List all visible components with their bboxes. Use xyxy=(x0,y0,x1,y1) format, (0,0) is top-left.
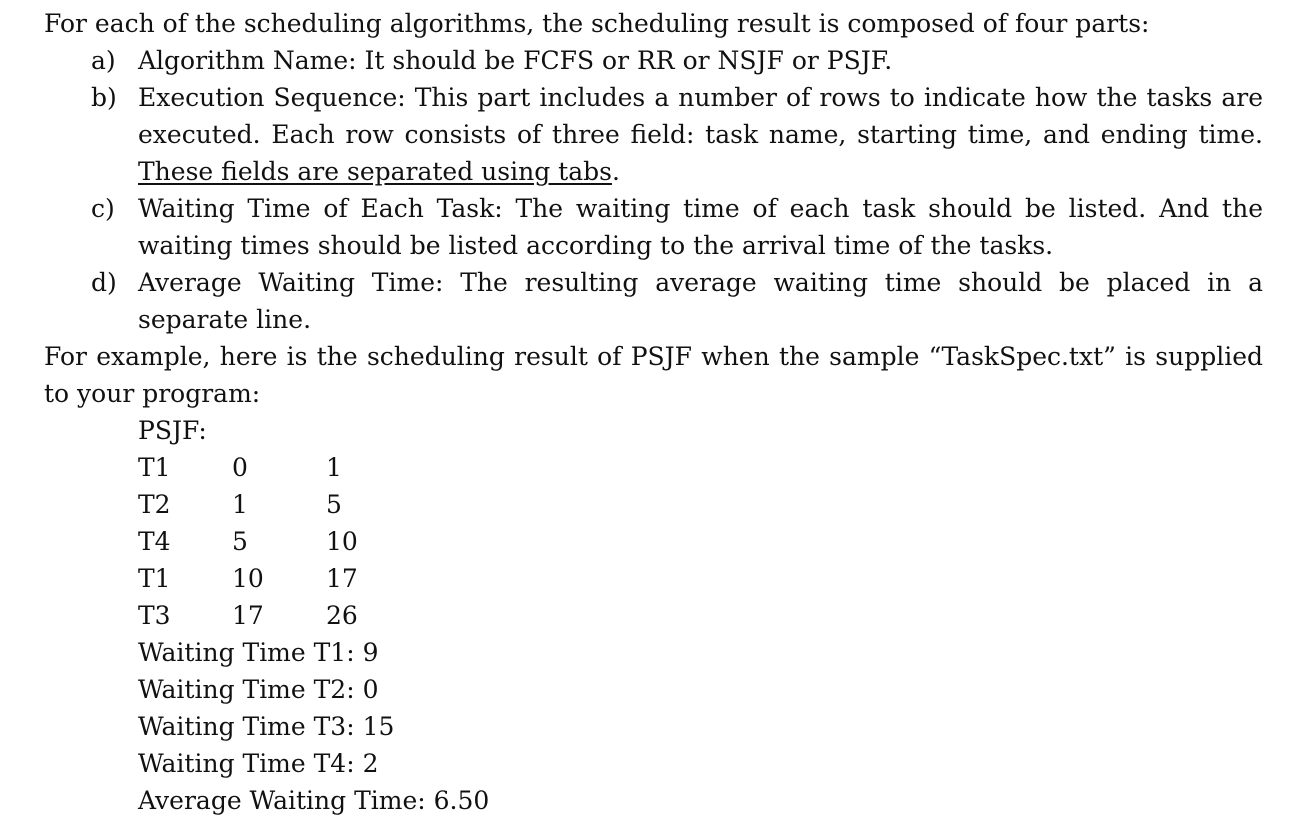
result-parts-list xyxy=(44,42,1263,338)
table-row xyxy=(138,486,1263,523)
intro-paragraph: For each of the scheduling algorithms, the scheduling result is composed of four parts: xyxy=(44,9,1150,38)
list-item-text: Average Waiting Time: The resulting average waiting time should be placed in a separate line. xyxy=(138,268,1263,334)
list-item-text: Waiting Time of Each Task: The waiting time of each task should be listed. And the waiting times should be listed according to the arrival time of the tasks. xyxy=(138,194,1263,260)
waiting-time-line: Waiting Time T1: 9 xyxy=(138,638,379,667)
list-marker: c) xyxy=(91,194,115,223)
task-name: T1 xyxy=(138,453,171,482)
table-row xyxy=(138,597,1263,634)
task-name: T2 xyxy=(138,490,171,519)
list-item-c xyxy=(91,190,1263,264)
average-waiting-time: Average Waiting Time: 6.50 xyxy=(138,786,490,815)
list-marker: b) xyxy=(91,83,117,112)
task-name: T4 xyxy=(138,527,171,556)
waiting-time-line: Waiting Time T2: 0 xyxy=(138,675,379,704)
list-item-a xyxy=(91,42,1263,79)
list-item-text: Execution Sequence: This part includes a number of rows to indicate how the tasks are executed. Each row consists of three field: task name, starting time, and ending time. xyxy=(138,83,1263,149)
task-name: T3 xyxy=(138,601,171,630)
start-time: 5 xyxy=(232,527,248,556)
list-marker: a) xyxy=(91,46,116,75)
underlined-note: These fields are separated using tabs xyxy=(138,157,612,186)
list-item-b xyxy=(91,79,1263,190)
sample-output xyxy=(138,412,1263,819)
waiting-time-line: Waiting Time T4: 2 xyxy=(138,749,379,778)
end-time: 1 xyxy=(326,453,342,482)
start-time: 10 xyxy=(232,564,264,593)
table-row xyxy=(138,449,1263,486)
example-intro-paragraph: For example, here is the scheduling result of PSJF when the sample “TaskSpec.txt” is supplied to your program: xyxy=(44,342,1263,408)
start-time: 1 xyxy=(232,490,248,519)
start-time: 17 xyxy=(232,601,264,630)
end-time: 10 xyxy=(326,527,358,556)
table-row xyxy=(138,523,1263,560)
end-time: 17 xyxy=(326,564,358,593)
waiting-time-line: Waiting Time T3: 15 xyxy=(138,712,395,741)
list-item-text: Algorithm Name: It should be FCFS or RR or NSJF or PSJF. xyxy=(138,46,893,75)
end-time: 5 xyxy=(326,490,342,519)
task-name: T1 xyxy=(138,564,171,593)
list-item-d xyxy=(91,264,1263,338)
table-row xyxy=(138,560,1263,597)
sample-header: PSJF: xyxy=(138,416,207,445)
end-time: 26 xyxy=(326,601,358,630)
list-marker: d) xyxy=(91,268,117,297)
trailing-period: . xyxy=(611,157,620,186)
start-time: 0 xyxy=(232,453,248,482)
